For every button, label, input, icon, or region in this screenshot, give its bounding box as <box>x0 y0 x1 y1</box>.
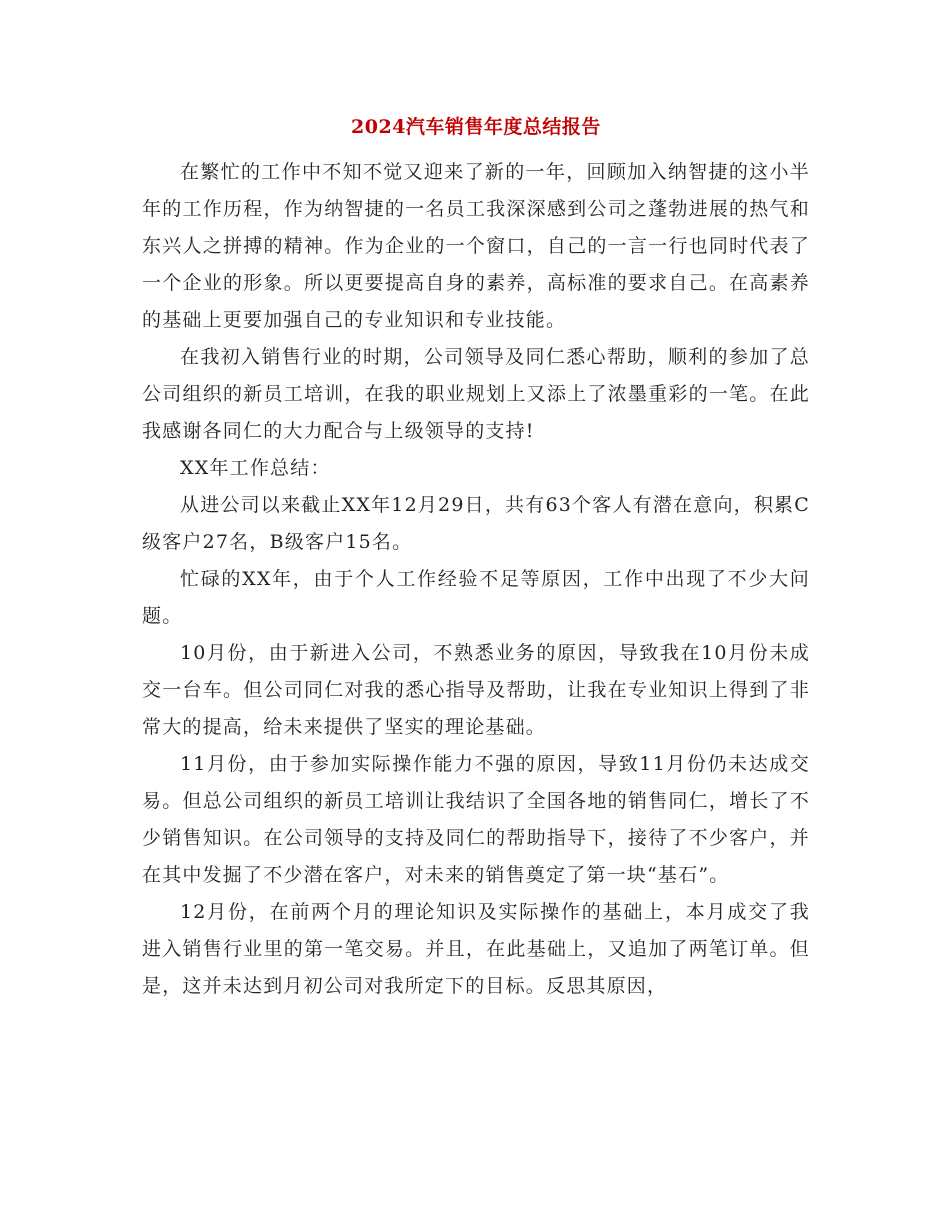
paragraph-training: 在我初入销售行业的时期，公司领导及同仁悉心帮助，顺利的参加了总公司组织的新员工培训，在我的职业规划上又添上了浓墨重彩的一笔。在此我感谢各同仁的大力配合与上级领导的支持! <box>142 346 810 442</box>
paragraph-intro: 在繁忙的工作中不知不觉又迎来了新的一年，回顾加入纳智捷的这小半年的工作历程，作为纳智捷的一名员工我深深感到公司之蓬勃进展的热气和东兴人之拼搏的精神。作为企业的一个窗口，自己的一言一行也同时代表了一个企业的形象。所以更要提高自身的素养，高标准的要求自己。在高素养的基础上更要加强自己的专业知识和专业技能。 <box>142 161 810 331</box>
document-body <box>142 154 810 1005</box>
paragraph-problems: 忙碌的XX年，由于个人工作经验不足等原因，工作中出现了不少大问题。 <box>142 568 810 627</box>
document-page <box>142 112 810 1005</box>
document-title: 2024汽车销售年度总结报告 <box>351 116 601 138</box>
paragraph-december: 12月份，在前两个月的理论知识及实际操作的基础上，本月成交了我进入销售行业里的第一笔交易。并且，在此基础上，又追加了两笔订单。但是，这并未达到月初公司对我所定下的目标。反思其原因， <box>142 901 810 997</box>
paragraph-october: 10月份，由于新进入公司，不熟悉业务的原因，导致我在10月份未成交一台车。但公司同仁对我的悉心指导及帮助，让我在专业知识上得到了非常大的提高，给未来提供了坚实的理论基础。 <box>142 642 810 738</box>
paragraph-customer-stats: 从进公司以来截止XX年12月29日，共有63个客人有潜在意向，积累C级客户27名，B级客户15名。 <box>142 494 810 553</box>
paragraph-november: 11月份，由于参加实际操作能力不强的原因，导致11月份仍未达成交易。但总公司组织的新员工培训让我结识了全国各地的销售同仁，增长了不少销售知识。在公司领导的支持及同仁的帮助指导下，接待了不少客户，并在其中发掘了不少潜在客户，对未来的销售奠定了第一块“基石”。 <box>142 753 810 886</box>
paragraph-summary-heading: XX年工作总结： <box>180 457 331 479</box>
